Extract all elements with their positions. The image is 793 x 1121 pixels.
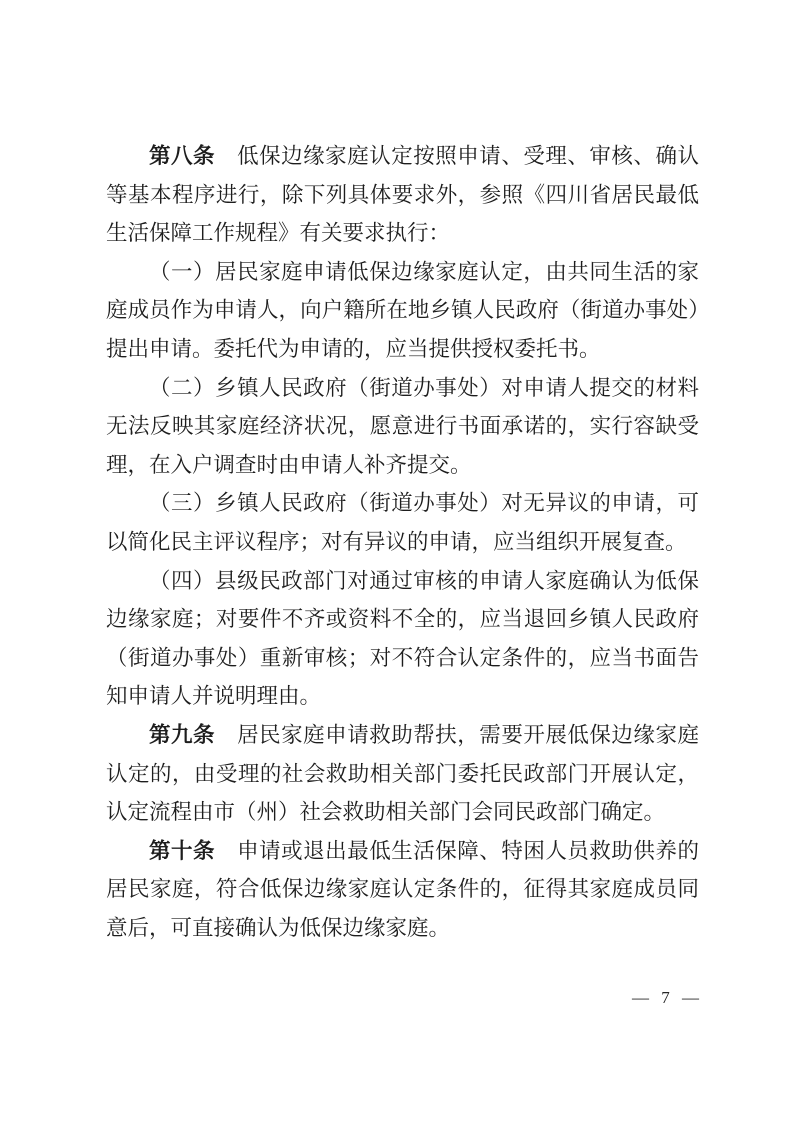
paragraph [106, 484, 699, 561]
document-body [106, 137, 699, 947]
paragraph [106, 137, 699, 253]
paragraph [106, 562, 699, 716]
paragraph-text: （一）居民家庭申请低保边缘家庭认定，由共同生活的家庭成员作为申请人，向户籍所在地乡镇人民政府（街道办事处）提出申请。委托代为申请的，应当提供授权委托书。 [106, 259, 699, 361]
page-number: — 7 — [632, 988, 703, 1007]
paragraph-text: 低保边缘家庭认定按照申请、受理、审核、确认等基本程序进行，除下列具体要求外，参照《四川省居民最低生活保障工作规程》有关要求执行： [106, 144, 699, 246]
paragraph-text: （三）乡镇人民政府（街道办事处）对无异议的申请，可以简化民主评议程序；对有异议的申请，应当组织开展复查。 [106, 491, 699, 554]
paragraph [106, 253, 699, 369]
paragraph-text: 居民家庭申请救助帮扶，需要开展低保边缘家庭认定的，由受理的社会救助相关部门委托民政部门开展认定，认定流程由市（州）社会救助相关部门会同民政部门确定。 [106, 722, 699, 825]
paragraph [106, 369, 699, 485]
paragraph-text: 申请或退出最低生活保障、特困人员救助供养的居民家庭，符合低保边缘家庭认定条件的，征得其家庭成员同意后，可直接确认为低保边缘家庭。 [106, 838, 699, 940]
paragraph [106, 832, 699, 948]
article-number-label: 第九条 [149, 722, 216, 747]
paragraph [106, 716, 699, 832]
paragraph-text: （二）乡镇人民政府（街道办事处）对申请人提交的材料无法反映其家庭经济状况，愿意进行书面承诺的，实行容缺受理，在入户调查时由申请人补齐提交。 [106, 375, 699, 477]
paragraph-text: （四）县级民政部门对通过审核的申请人家庭确认为低保边缘家庭；对要件不齐或资料不全的，应当退回乡镇人民政府（街道办事处）重新审核；对不符合认定条件的，应当书面告知申请人并说明理由。 [106, 568, 699, 709]
article-number-label: 第八条 [149, 144, 216, 168]
article-number-label: 第十条 [149, 838, 216, 863]
